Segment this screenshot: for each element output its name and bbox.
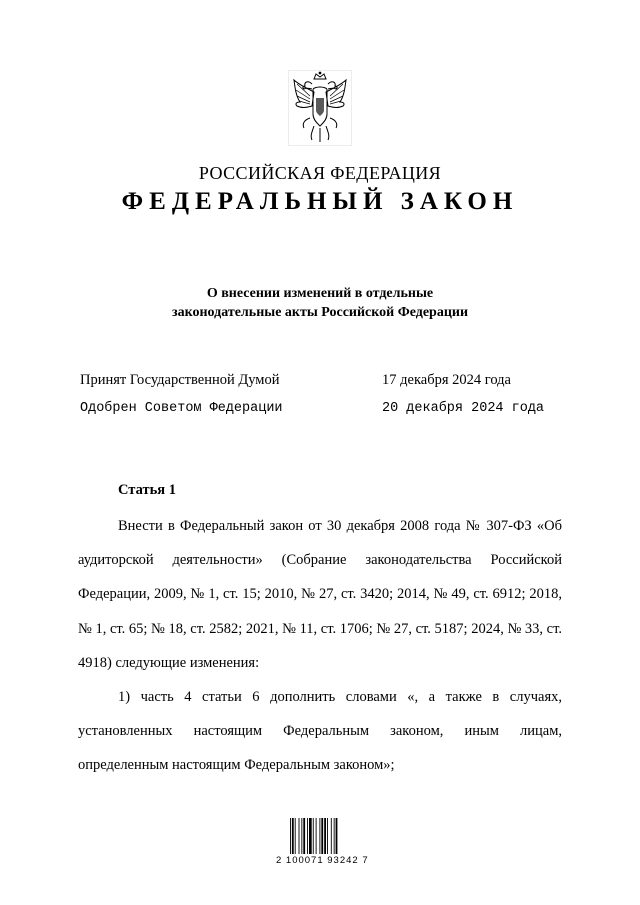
article-paragraph-2: 1) часть 4 статьи 6 дополнить словами «, а также в случаях, установленных настоящим Федеральным законом, иным лицам, определенным настоящим Федеральным законом»; [78, 689, 562, 774]
law-title-line-2: законодательные акты Российской Федерации [171, 305, 469, 320]
document-type: ФЕДЕРАЛЬНЫЙ ЗАКОН [121, 188, 519, 215]
adoption-date-duma: 17 декабря 2024 года [382, 372, 511, 388]
adoption-label-duma: Принят Государственной Думой [80, 372, 280, 388]
coat-of-arms-icon [288, 70, 352, 146]
adoption-date-council: 20 декабря 2024 года [382, 401, 545, 416]
barcode-number: 2 100071 93242 7 [276, 855, 369, 866]
country-name: РОССИЙСКАЯ ФЕДЕРАЦИЯ [198, 163, 442, 183]
law-title-line-1: О внесении изменений в отдельные [206, 286, 434, 301]
barcode-icon [290, 818, 354, 854]
article-paragraph-1: Внести в Федеральный закон от 30 декабря 2008 года № 307-ФЗ «Об аудиторской деятельности» (Собрание законодательства Российской Федерации, 2009, № 1, ст. 15; 2010, № 27, ст. 3420; 2014, № 49, ст. 6912; 2018, № 1, ст. 65; № 18, ст. 2582; 2021, № 11, ст. 1706; № 27, ст. 5187; 2024, № 33, ст. 4918) следующие изменения: [78, 518, 562, 671]
adoption-label-council: Одобрен Советом Федерации [80, 401, 283, 416]
article-heading: Статья 1 [118, 482, 176, 498]
law-title [0, 284, 640, 322]
